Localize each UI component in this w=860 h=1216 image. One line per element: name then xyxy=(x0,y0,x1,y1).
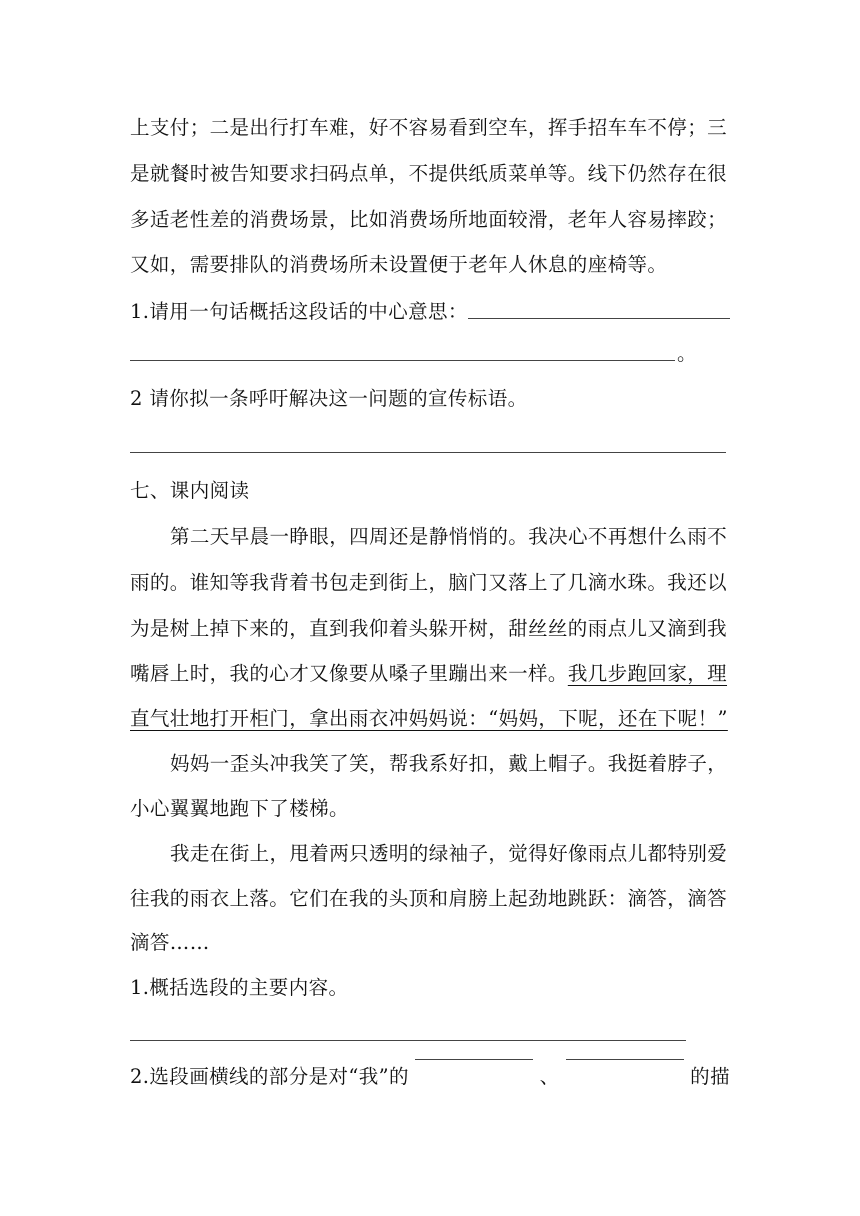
reading-line: 为是树上掉下来的，直到我仰着头躲开树，甜丝丝的雨点儿又滴到我 xyxy=(130,617,728,640)
answer-line[interactable] xyxy=(130,452,726,453)
reading-line: 滴答…… xyxy=(130,931,210,954)
reading-line xyxy=(130,655,730,693)
answer-line[interactable] xyxy=(468,318,730,319)
reading-question-2 xyxy=(130,1058,730,1096)
answer-line[interactable] xyxy=(130,360,675,361)
underlined-text: 直气壮地打开柜门，拿出雨衣冲妈妈说：“妈妈，下呢，还在下呢！” xyxy=(130,707,728,730)
reading-line: 往我的雨衣上落。它们在我的头顶和肩膀上起劲地跳跃：滴答，滴答 xyxy=(130,887,728,910)
reading-line: 小心翼翼地跑下了楼梯。 xyxy=(130,797,349,820)
question-2-prompt: 2 请你拟一条呼吁解决这一问题的宣传标语。 xyxy=(130,387,528,410)
separator: 、 xyxy=(539,1065,560,1088)
underlined-text: 我几步跑回家，理 xyxy=(567,662,728,685)
reading-line: 第二天早晨一睁眼，四周还是静悄悄的。我决心不再想什么雨不 xyxy=(170,525,728,548)
fill-blank[interactable] xyxy=(566,1058,684,1060)
passage-line: 多适老性差的消费场景，比如消费场所地面较滑，老年人容易摔跤； xyxy=(130,208,728,231)
reading-line: 雨的。谁知等我背着书包走到街上，脑门又落上了几滴水珠。我还以 xyxy=(130,571,728,594)
question-text: 2.选段画横线的部分是对“我”的 xyxy=(130,1065,409,1088)
reading-line: 妈妈一歪头冲我笑了笑，帮我系好扣，戴上帽子。我挺着脖子， xyxy=(170,752,728,775)
period-mark: 。 xyxy=(677,342,697,365)
reading-line: 我走在街上，甩着两只透明的绿袖子，觉得好像雨点儿都特别爱 xyxy=(170,842,728,865)
passage-line: 是就餐时被告知要求扫码点单，不提供纸质菜单等。线下仍然存在很 xyxy=(130,162,728,185)
answer-line[interactable] xyxy=(130,1040,686,1041)
passage-line: 上支付；二是出行打车难，好不容易看到空车，挥手招车车不停；三 xyxy=(130,116,728,139)
reading-text: 嘴唇上时，我的心才又像要从嗓子里蹦出来一样。 xyxy=(130,662,568,685)
question-text: 的描 xyxy=(690,1065,730,1088)
passage-line: 又如，需要排队的消费场所未设置便于老年人休息的座椅等。 xyxy=(130,253,668,276)
question-1-prompt: 1.请用一句话概括这段话的中心意思： xyxy=(130,300,468,323)
section-heading: 七、课内阅读 xyxy=(130,479,250,502)
reading-question-1: 1.概括选段的主要内容。 xyxy=(130,976,349,999)
fill-blank[interactable] xyxy=(415,1058,533,1060)
